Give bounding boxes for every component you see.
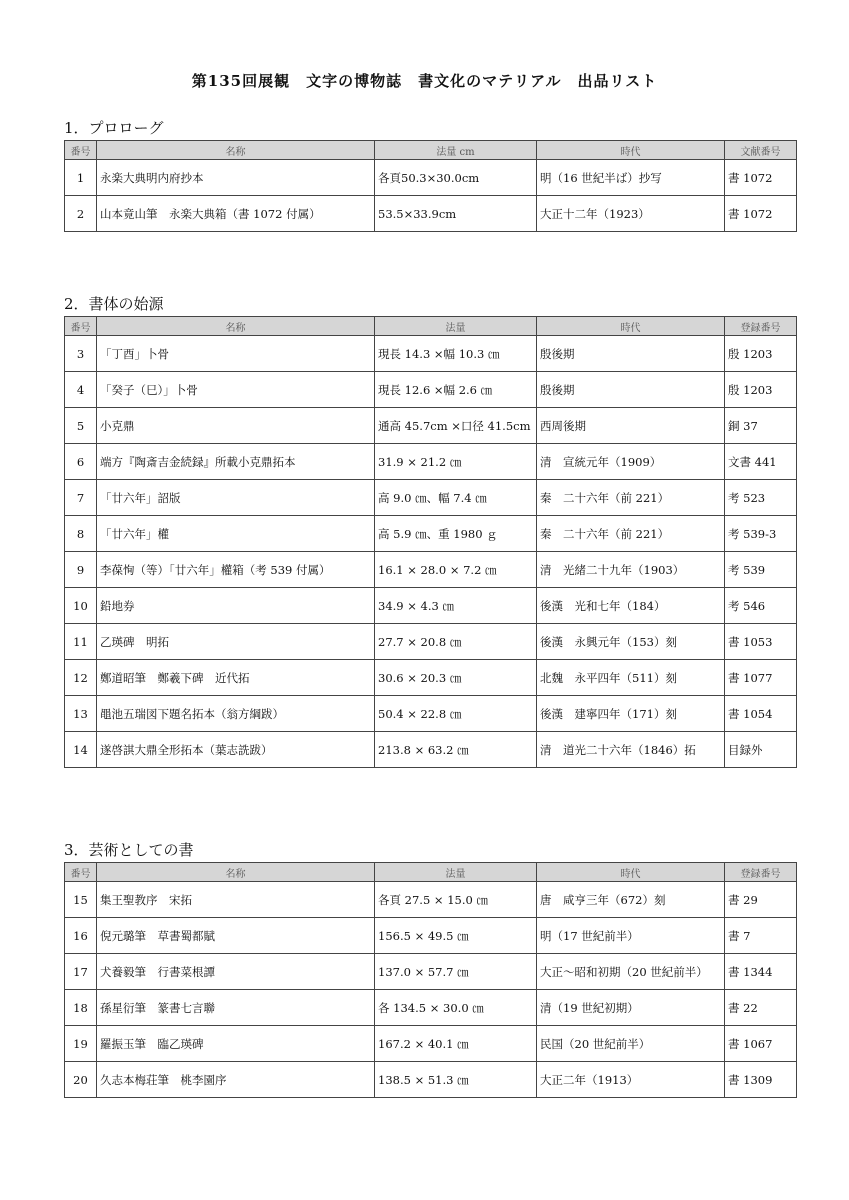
item-era: 明（17 世紀前半） <box>537 918 725 954</box>
section-heading: 2．書体の始源 <box>64 295 164 313</box>
item-name: 「丁酉」卜骨 <box>97 336 375 372</box>
item-era: 唐 咸亨三年（672）刻 <box>537 882 725 918</box>
item-ref: 考 539 <box>725 552 797 588</box>
item-number: 17 <box>65 954 97 990</box>
exhibit-table <box>64 140 797 232</box>
item-ref: 銅 37 <box>725 408 797 444</box>
item-number: 11 <box>65 624 97 660</box>
col-size: 法量 cm <box>375 141 537 160</box>
item-size: 30.6 × 20.3 ㎝ <box>375 660 537 696</box>
item-number: 13 <box>65 696 97 732</box>
item-size: 50.4 × 22.8 ㎝ <box>375 696 537 732</box>
col-size: 法量 <box>375 317 537 336</box>
item-ref: 考 539-3 <box>725 516 797 552</box>
item-number: 20 <box>65 1062 97 1098</box>
item-number: 12 <box>65 660 97 696</box>
item-ref: 書 1054 <box>725 696 797 732</box>
item-number: 18 <box>65 990 97 1026</box>
col-era: 時代 <box>537 863 725 882</box>
item-ref: 書 29 <box>725 882 797 918</box>
table-row <box>65 160 797 196</box>
item-name: 永楽大典明内府抄本 <box>97 160 375 196</box>
item-era: 清 道光二十六年（1846）拓 <box>537 732 725 768</box>
item-ref: 書 1344 <box>725 954 797 990</box>
item-name: 黽池五瑞図下題名拓本（翁方綱跋） <box>97 696 375 732</box>
item-name: 小克鼎 <box>97 408 375 444</box>
item-ref: 文書 441 <box>725 444 797 480</box>
item-name: 「癸子（巳）」卜骨 <box>97 372 375 408</box>
item-size: 各頁50.3×30.0cm <box>375 160 537 196</box>
item-name: 久志本梅荘筆 桃李園序 <box>97 1062 375 1098</box>
item-size: 137.0 × 57.7 ㎝ <box>375 954 537 990</box>
item-ref: 目録外 <box>725 732 797 768</box>
item-size: 現長 12.6 ×幅 2.6 ㎝ <box>375 372 537 408</box>
table-row <box>65 732 797 768</box>
item-era: 北魏 永平四年（511）刻 <box>537 660 725 696</box>
item-era: 殷後期 <box>537 372 725 408</box>
item-number: 9 <box>65 552 97 588</box>
item-era: 大正二年（1913） <box>537 1062 725 1098</box>
table-row <box>65 1026 797 1062</box>
item-size: 138.5 × 51.3 ㎝ <box>375 1062 537 1098</box>
item-size: 27.7 × 20.8 ㎝ <box>375 624 537 660</box>
table-header-row <box>65 863 797 882</box>
table-row <box>65 882 797 918</box>
item-number: 8 <box>65 516 97 552</box>
item-size: 各頁 27.5 × 15.0 ㎝ <box>375 882 537 918</box>
col-name: 名称 <box>97 141 375 160</box>
exhibit-table <box>64 316 797 768</box>
item-ref: 書 1067 <box>725 1026 797 1062</box>
item-size: 156.5 × 49.5 ㎝ <box>375 918 537 954</box>
col-name: 名称 <box>97 863 375 882</box>
col-number: 番号 <box>65 141 97 160</box>
item-number: 1 <box>65 160 97 196</box>
item-era: 秦 二十六年（前 221） <box>537 516 725 552</box>
item-number: 19 <box>65 1026 97 1062</box>
item-size: 53.5×33.9cm <box>375 196 537 232</box>
item-era: 殷後期 <box>537 336 725 372</box>
item-size: 高 5.9 ㎝、重 1980 ｇ <box>375 516 537 552</box>
item-ref: 書 1072 <box>725 196 797 232</box>
item-ref: 考 523 <box>725 480 797 516</box>
table-row <box>65 196 797 232</box>
item-ref: 書 1309 <box>725 1062 797 1098</box>
item-era: 明（16 世紀半ば）抄写 <box>537 160 725 196</box>
item-size: 34.9 × 4.3 ㎝ <box>375 588 537 624</box>
item-name: 集王聖教序 宋拓 <box>97 882 375 918</box>
item-era: 大正十二年（1923） <box>537 196 725 232</box>
item-name: 遂啓諆大鼎全形拓本（葉志詵跋） <box>97 732 375 768</box>
item-era: 民国（20 世紀前半） <box>537 1026 725 1062</box>
item-name: 「廿六年」權 <box>97 516 375 552</box>
table-row <box>65 588 797 624</box>
item-number: 4 <box>65 372 97 408</box>
item-name: 犬養毅筆 行書菜根譚 <box>97 954 375 990</box>
item-name: 倪元璐筆 草書蜀都賦 <box>97 918 375 954</box>
item-number: 14 <box>65 732 97 768</box>
item-number: 2 <box>65 196 97 232</box>
table-header-row <box>65 141 797 160</box>
item-number: 5 <box>65 408 97 444</box>
table-row <box>65 552 797 588</box>
item-era: 秦 二十六年（前 221） <box>537 480 725 516</box>
item-era: 大正～昭和初期（20 世紀前半） <box>537 954 725 990</box>
item-era: 清 光緒二十九年（1903） <box>537 552 725 588</box>
item-ref: 考 546 <box>725 588 797 624</box>
table-row <box>65 696 797 732</box>
item-size: 16.1 × 28.0 × 7.2 ㎝ <box>375 552 537 588</box>
item-name: 李葆恂（等）「廿六年」權箱（考 539 付属） <box>97 552 375 588</box>
item-era: 清（19 世紀初期） <box>537 990 725 1026</box>
section-origin-of-scripts <box>64 292 797 768</box>
section-prologue <box>64 116 797 232</box>
item-ref: 殷 1203 <box>725 336 797 372</box>
item-size: 167.2 × 40.1 ㎝ <box>375 1026 537 1062</box>
item-name: 孫星衍筆 篆書七言聯 <box>97 990 375 1026</box>
section-heading: 1．プロローグ <box>64 119 164 137</box>
item-ref: 書 1077 <box>725 660 797 696</box>
table-row <box>65 408 797 444</box>
item-era: 清 宣統元年（1909） <box>537 444 725 480</box>
item-name: 「廿六年」詔版 <box>97 480 375 516</box>
table-row <box>65 516 797 552</box>
section-heading: 3．芸術としての書 <box>64 841 194 859</box>
col-name: 名称 <box>97 317 375 336</box>
col-number: 番号 <box>65 863 97 882</box>
item-era: 後漢 永興元年（153）刻 <box>537 624 725 660</box>
item-number: 7 <box>65 480 97 516</box>
item-name: 乙瑛碑 明拓 <box>97 624 375 660</box>
item-size: 現長 14.3 ×幅 10.3 ㎝ <box>375 336 537 372</box>
item-number: 6 <box>65 444 97 480</box>
item-era: 西周後期 <box>537 408 725 444</box>
item-size: 高 9.0 ㎝、幅 7.4 ㎝ <box>375 480 537 516</box>
table-row <box>65 624 797 660</box>
table-row <box>65 444 797 480</box>
item-size: 31.9 × 21.2 ㎝ <box>375 444 537 480</box>
table-row <box>65 336 797 372</box>
item-name: 鄭道昭筆 鄭羲下碑 近代拓 <box>97 660 375 696</box>
col-ref: 文献番号 <box>725 141 797 160</box>
item-ref: 書 1072 <box>725 160 797 196</box>
item-ref: 殷 1203 <box>725 372 797 408</box>
exhibit-table <box>64 862 797 1098</box>
item-name: 山本竟山筆 永楽大典箱（書 1072 付属） <box>97 196 375 232</box>
item-number: 16 <box>65 918 97 954</box>
table-row <box>65 480 797 516</box>
item-size: 各 134.5 × 30.0 ㎝ <box>375 990 537 1026</box>
table-row <box>65 1062 797 1098</box>
item-ref: 書 1053 <box>725 624 797 660</box>
item-size: 通高 45.7cm ×口径 41.5cm <box>375 408 537 444</box>
item-era: 後漢 建寧四年（171）刻 <box>537 696 725 732</box>
item-size: 213.8 × 63.2 ㎝ <box>375 732 537 768</box>
table-row <box>65 918 797 954</box>
page-title: 第135回展観 文字の博物誌 書文化のマテリアル 出品リスト <box>191 72 658 90</box>
item-number: 10 <box>65 588 97 624</box>
col-ref: 登録番号 <box>725 863 797 882</box>
item-number: 15 <box>65 882 97 918</box>
item-name: 鉛地券 <box>97 588 375 624</box>
item-name: 羅振玉筆 臨乙瑛碑 <box>97 1026 375 1062</box>
item-ref: 書 7 <box>725 918 797 954</box>
table-row <box>65 954 797 990</box>
table-row <box>65 660 797 696</box>
col-era: 時代 <box>537 317 725 336</box>
table-header-row <box>65 317 797 336</box>
col-size: 法量 <box>375 863 537 882</box>
item-name: 端方『陶斎吉金続録』所載小克鼎拓本 <box>97 444 375 480</box>
col-number: 番号 <box>65 317 97 336</box>
item-number: 3 <box>65 336 97 372</box>
item-ref: 書 22 <box>725 990 797 1026</box>
item-era: 後漢 光和七年（184） <box>537 588 725 624</box>
col-ref: 登録番号 <box>725 317 797 336</box>
col-era: 時代 <box>537 141 725 160</box>
section-calligraphy-as-art <box>64 838 797 1098</box>
table-row <box>65 990 797 1026</box>
table-row <box>65 372 797 408</box>
